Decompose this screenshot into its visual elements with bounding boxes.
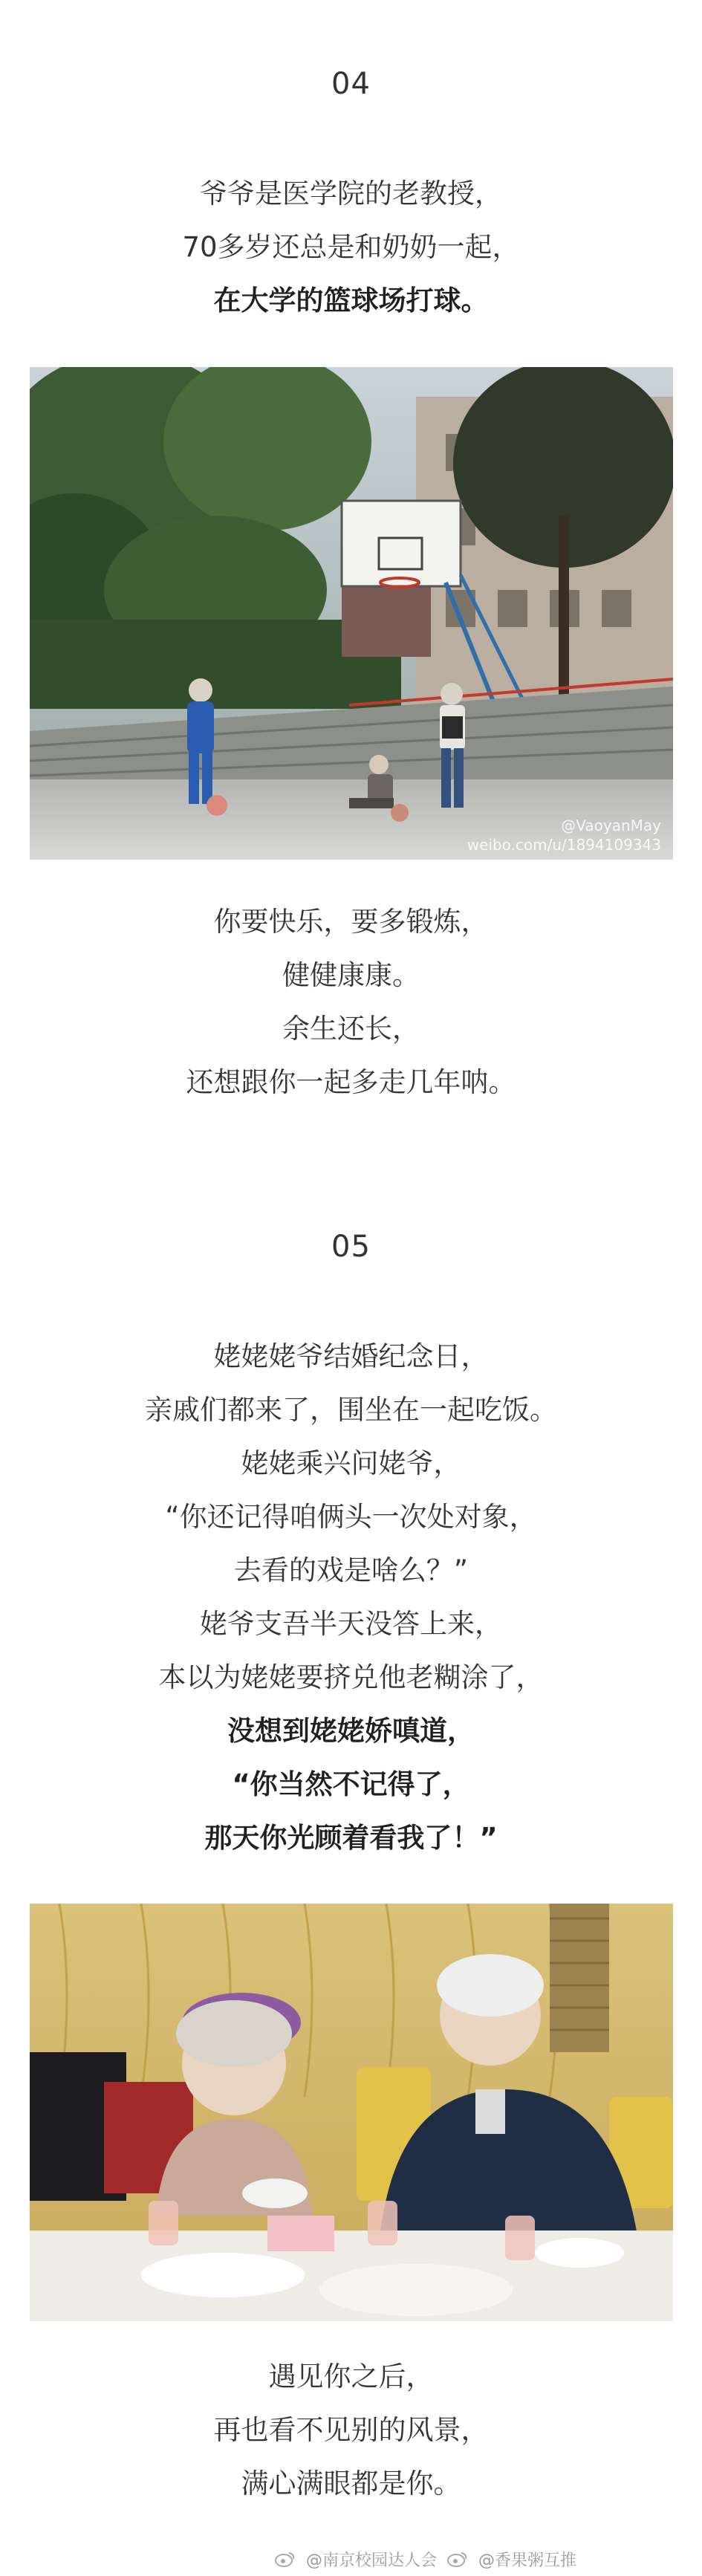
text-line: 本以为姥姥要挤兑他老糊涂了，: [158, 1661, 544, 1693]
section-05-outro: [0, 2350, 702, 2511]
basketball-court-photo: [30, 367, 673, 860]
text-line: 你要快乐，要多锻炼，: [213, 906, 489, 938]
text-line: 姥姥乘兴问姥爷，: [241, 1447, 461, 1479]
text-line: 姥爷支吾半天没答上来，: [200, 1608, 502, 1640]
text-line: 健健康康。: [282, 959, 420, 991]
text-line: 爷爷是医学院的老教授，: [200, 178, 502, 210]
text-line: 亲戚们都来了，围坐在一起吃饭。: [145, 1394, 557, 1426]
section-04-outro: [0, 895, 702, 1109]
photo-watermark-handle: @VaoyanMay: [561, 817, 661, 834]
section-number-05: 05: [331, 1230, 371, 1264]
text-line-bold: 那天你光顾着看我了！”: [204, 1822, 498, 1854]
footer-watermark-text-2: @香果粥互推: [478, 2551, 577, 2570]
text-line: 满心满眼都是你。: [241, 2468, 461, 2499]
text-line: “你还记得咱俩头一次处对象，: [165, 1501, 537, 1533]
text-line: 姥姥姥爷结婚纪念日，: [213, 1340, 489, 1372]
text-line: 遇见你之后，: [268, 2361, 434, 2392]
text-line: 去看的戏是啥么？”: [233, 1554, 469, 1586]
text-line-bold: 在大学的篮球场打球。: [213, 285, 489, 317]
text-line-bold: “你当然不记得了，: [232, 1768, 470, 1800]
footer-watermark: [275, 2546, 691, 2572]
section-05-intro: [0, 1330, 702, 1865]
footer-watermark-text-1: @南京校园达人会: [306, 2551, 438, 2570]
photo-watermark-url: weibo.com/u/1894109343: [467, 836, 661, 854]
text-line: 余生还长，: [282, 1013, 420, 1045]
section-04-intro: [0, 167, 702, 328]
text-line: 还想跟你一起多走几年呐。: [186, 1066, 516, 1098]
weibo-icon: [275, 2551, 296, 2567]
text-line: 70多岁还总是和奶奶一起，: [182, 231, 520, 263]
section-number-04: 04: [331, 67, 371, 101]
weibo-icon: [447, 2551, 468, 2567]
text-line: 再也看不见别的风景，: [213, 2414, 489, 2446]
anniversary-dinner-photo: [30, 1904, 673, 2321]
text-line-bold: 没想到姥姥娇嗔道，: [227, 1715, 475, 1747]
